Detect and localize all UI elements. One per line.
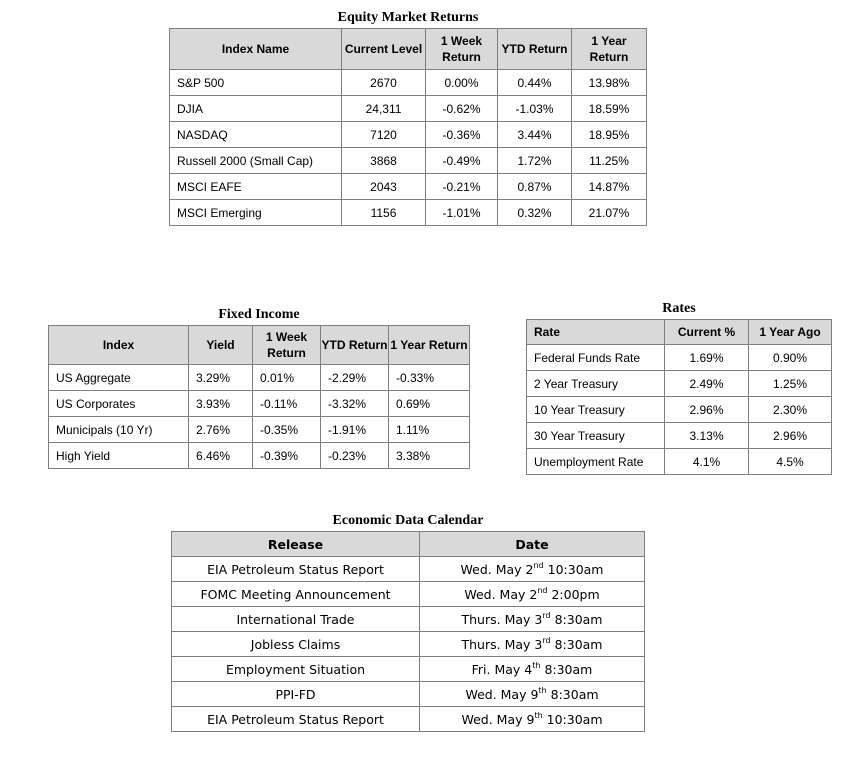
table-row	[527, 345, 832, 371]
fixed-cell: High Yield	[49, 443, 189, 469]
economic-calendar-section	[171, 511, 645, 732]
equity-cell: -1.01%	[426, 200, 498, 226]
fixed-cell: -1.91%	[321, 417, 389, 443]
table-row	[527, 423, 832, 449]
calendar-table	[171, 531, 645, 732]
equity-cell: 18.59%	[572, 96, 647, 122]
fixed-header-row	[49, 326, 470, 365]
equity-cell: -1.03%	[498, 96, 572, 122]
rates-cell: 1.25%	[749, 371, 832, 397]
fixed-cell: 0.69%	[389, 391, 470, 417]
table-row	[49, 443, 470, 469]
calendar-release: International Trade	[172, 607, 420, 632]
calendar-header-release: Release	[172, 532, 420, 557]
equity-cell: 0.44%	[498, 70, 572, 96]
fixed-cell: 3.38%	[389, 443, 470, 469]
calendar-release: EIA Petroleum Status Report	[172, 557, 420, 582]
table-row	[170, 148, 647, 174]
equity-cell: 13.98%	[572, 70, 647, 96]
table-row	[172, 707, 645, 732]
rates-header-year-ago: 1 Year Ago	[749, 320, 832, 345]
fixed-cell: 6.46%	[189, 443, 253, 469]
fixed-cell: -0.23%	[321, 443, 389, 469]
equity-cell: 1.72%	[498, 148, 572, 174]
equity-cell: Russell 2000 (Small Cap)	[170, 148, 342, 174]
fixed-cell: -0.39%	[253, 443, 321, 469]
calendar-release: PPI-FD	[172, 682, 420, 707]
rates-cell: Unemployment Rate	[527, 449, 665, 475]
calendar-release: Jobless Claims	[172, 632, 420, 657]
fixed-cell: -0.33%	[389, 365, 470, 391]
equity-cell: 21.07%	[572, 200, 647, 226]
table-row	[170, 70, 647, 96]
calendar-date: Wed. May 2nd 10:30am	[420, 557, 645, 582]
calendar-date: Wed. May 9th 8:30am	[420, 682, 645, 707]
equity-cell: 18.95%	[572, 122, 647, 148]
equity-header-1-week: 1 Week Return	[426, 29, 498, 70]
rates-cell: 3.13%	[665, 423, 749, 449]
fixed-cell: 3.29%	[189, 365, 253, 391]
equity-title: Equity Market Returns	[337, 10, 479, 25]
table-row	[172, 557, 645, 582]
fixed-cell: -3.32%	[321, 391, 389, 417]
calendar-release: EIA Petroleum Status Report	[172, 707, 420, 732]
equity-cell: 14.87%	[572, 174, 647, 200]
equity-cell: -0.21%	[426, 174, 498, 200]
equity-table	[169, 28, 647, 226]
calendar-release: Employment Situation	[172, 657, 420, 682]
table-row	[527, 449, 832, 475]
fixed-cell: 1.11%	[389, 417, 470, 443]
fixed-income-title: Fixed Income	[218, 307, 300, 322]
fixed-header-1-year: 1 Year Return	[389, 326, 470, 365]
table-row	[527, 371, 832, 397]
rates-header-current: Current %	[665, 320, 749, 345]
table-row	[170, 96, 647, 122]
calendar-header-date: Date	[420, 532, 645, 557]
equity-cell: 0.32%	[498, 200, 572, 226]
calendar-date: Fri. May 4th 8:30am	[420, 657, 645, 682]
equity-cell: 7120	[342, 122, 426, 148]
equity-header-ytd: YTD Return	[498, 29, 572, 70]
calendar-date: Wed. May 9th 10:30am	[420, 707, 645, 732]
table-row	[49, 391, 470, 417]
fixed-cell: Municipals (10 Yr)	[49, 417, 189, 443]
equity-cell: 2670	[342, 70, 426, 96]
equity-cell: MSCI Emerging	[170, 200, 342, 226]
fixed-cell: -0.35%	[253, 417, 321, 443]
calendar-header-row	[172, 532, 645, 557]
rates-cell: 4.5%	[749, 449, 832, 475]
table-row	[172, 607, 645, 632]
rates-cell: 2.49%	[665, 371, 749, 397]
equity-header-1-year: 1 Year Return	[572, 29, 647, 70]
fixed-cell: -2.29%	[321, 365, 389, 391]
rates-cell: 0.90%	[749, 345, 832, 371]
equity-header-index-name: Index Name	[170, 29, 342, 70]
table-row	[170, 174, 647, 200]
equity-cell: 24,311	[342, 96, 426, 122]
fixed-cell: US Aggregate	[49, 365, 189, 391]
calendar-date: Thurs. May 3rd 8:30am	[420, 632, 645, 657]
fixed-cell: 0.01%	[253, 365, 321, 391]
rates-section	[526, 299, 832, 475]
fixed-cell: 3.93%	[189, 391, 253, 417]
table-row	[172, 582, 645, 607]
calendar-date: Thurs. May 3rd 8:30am	[420, 607, 645, 632]
equity-cell: -0.36%	[426, 122, 498, 148]
table-row	[49, 417, 470, 443]
equity-cell: 1156	[342, 200, 426, 226]
fixed-header-yield: Yield	[189, 326, 253, 365]
table-row	[172, 682, 645, 707]
rates-table	[526, 319, 832, 475]
calendar-date: Wed. May 2nd 2:00pm	[420, 582, 645, 607]
fixed-header-1-week: 1 Week Return	[253, 326, 321, 365]
equity-cell: NASDAQ	[170, 122, 342, 148]
rates-cell: 30 Year Treasury	[527, 423, 665, 449]
table-row	[527, 397, 832, 423]
equity-cell: 0.00%	[426, 70, 498, 96]
rates-cell: 4.1%	[665, 449, 749, 475]
equity-cell: 11.25%	[572, 148, 647, 174]
rates-header-row	[527, 320, 832, 345]
fixed-cell: US Corporates	[49, 391, 189, 417]
equity-header-current-level: Current Level	[342, 29, 426, 70]
equity-cell: 0.87%	[498, 174, 572, 200]
rates-title: Rates	[662, 301, 696, 316]
equity-cell: DJIA	[170, 96, 342, 122]
calendar-title: Economic Data Calendar	[332, 513, 484, 528]
table-row	[49, 365, 470, 391]
fixed-cell: 2.76%	[189, 417, 253, 443]
rates-cell: Federal Funds Rate	[527, 345, 665, 371]
table-row	[170, 200, 647, 226]
equity-cell: 2043	[342, 174, 426, 200]
rates-cell: 2 Year Treasury	[527, 371, 665, 397]
table-row	[172, 632, 645, 657]
equity-cell: -0.62%	[426, 96, 498, 122]
equity-cell: MSCI EAFE	[170, 174, 342, 200]
rates-cell: 10 Year Treasury	[527, 397, 665, 423]
equity-cell: S&P 500	[170, 70, 342, 96]
equity-cell: 3868	[342, 148, 426, 174]
rates-cell: 2.96%	[665, 397, 749, 423]
rates-cell: 2.96%	[749, 423, 832, 449]
fixed-header-ytd: YTD Return	[321, 326, 389, 365]
equity-header-row	[170, 29, 647, 70]
fixed-income-section	[48, 305, 470, 469]
equity-cell: 3.44%	[498, 122, 572, 148]
rates-cell: 2.30%	[749, 397, 832, 423]
calendar-release: FOMC Meeting Announcement	[172, 582, 420, 607]
fixed-header-index: Index	[49, 326, 189, 365]
rates-cell: 1.69%	[665, 345, 749, 371]
rates-header-rate: Rate	[527, 320, 665, 345]
table-row	[170, 122, 647, 148]
fixed-income-table	[48, 325, 470, 469]
equity-returns-section	[169, 8, 647, 226]
table-row	[172, 657, 645, 682]
equity-cell: -0.49%	[426, 148, 498, 174]
fixed-cell: -0.11%	[253, 391, 321, 417]
